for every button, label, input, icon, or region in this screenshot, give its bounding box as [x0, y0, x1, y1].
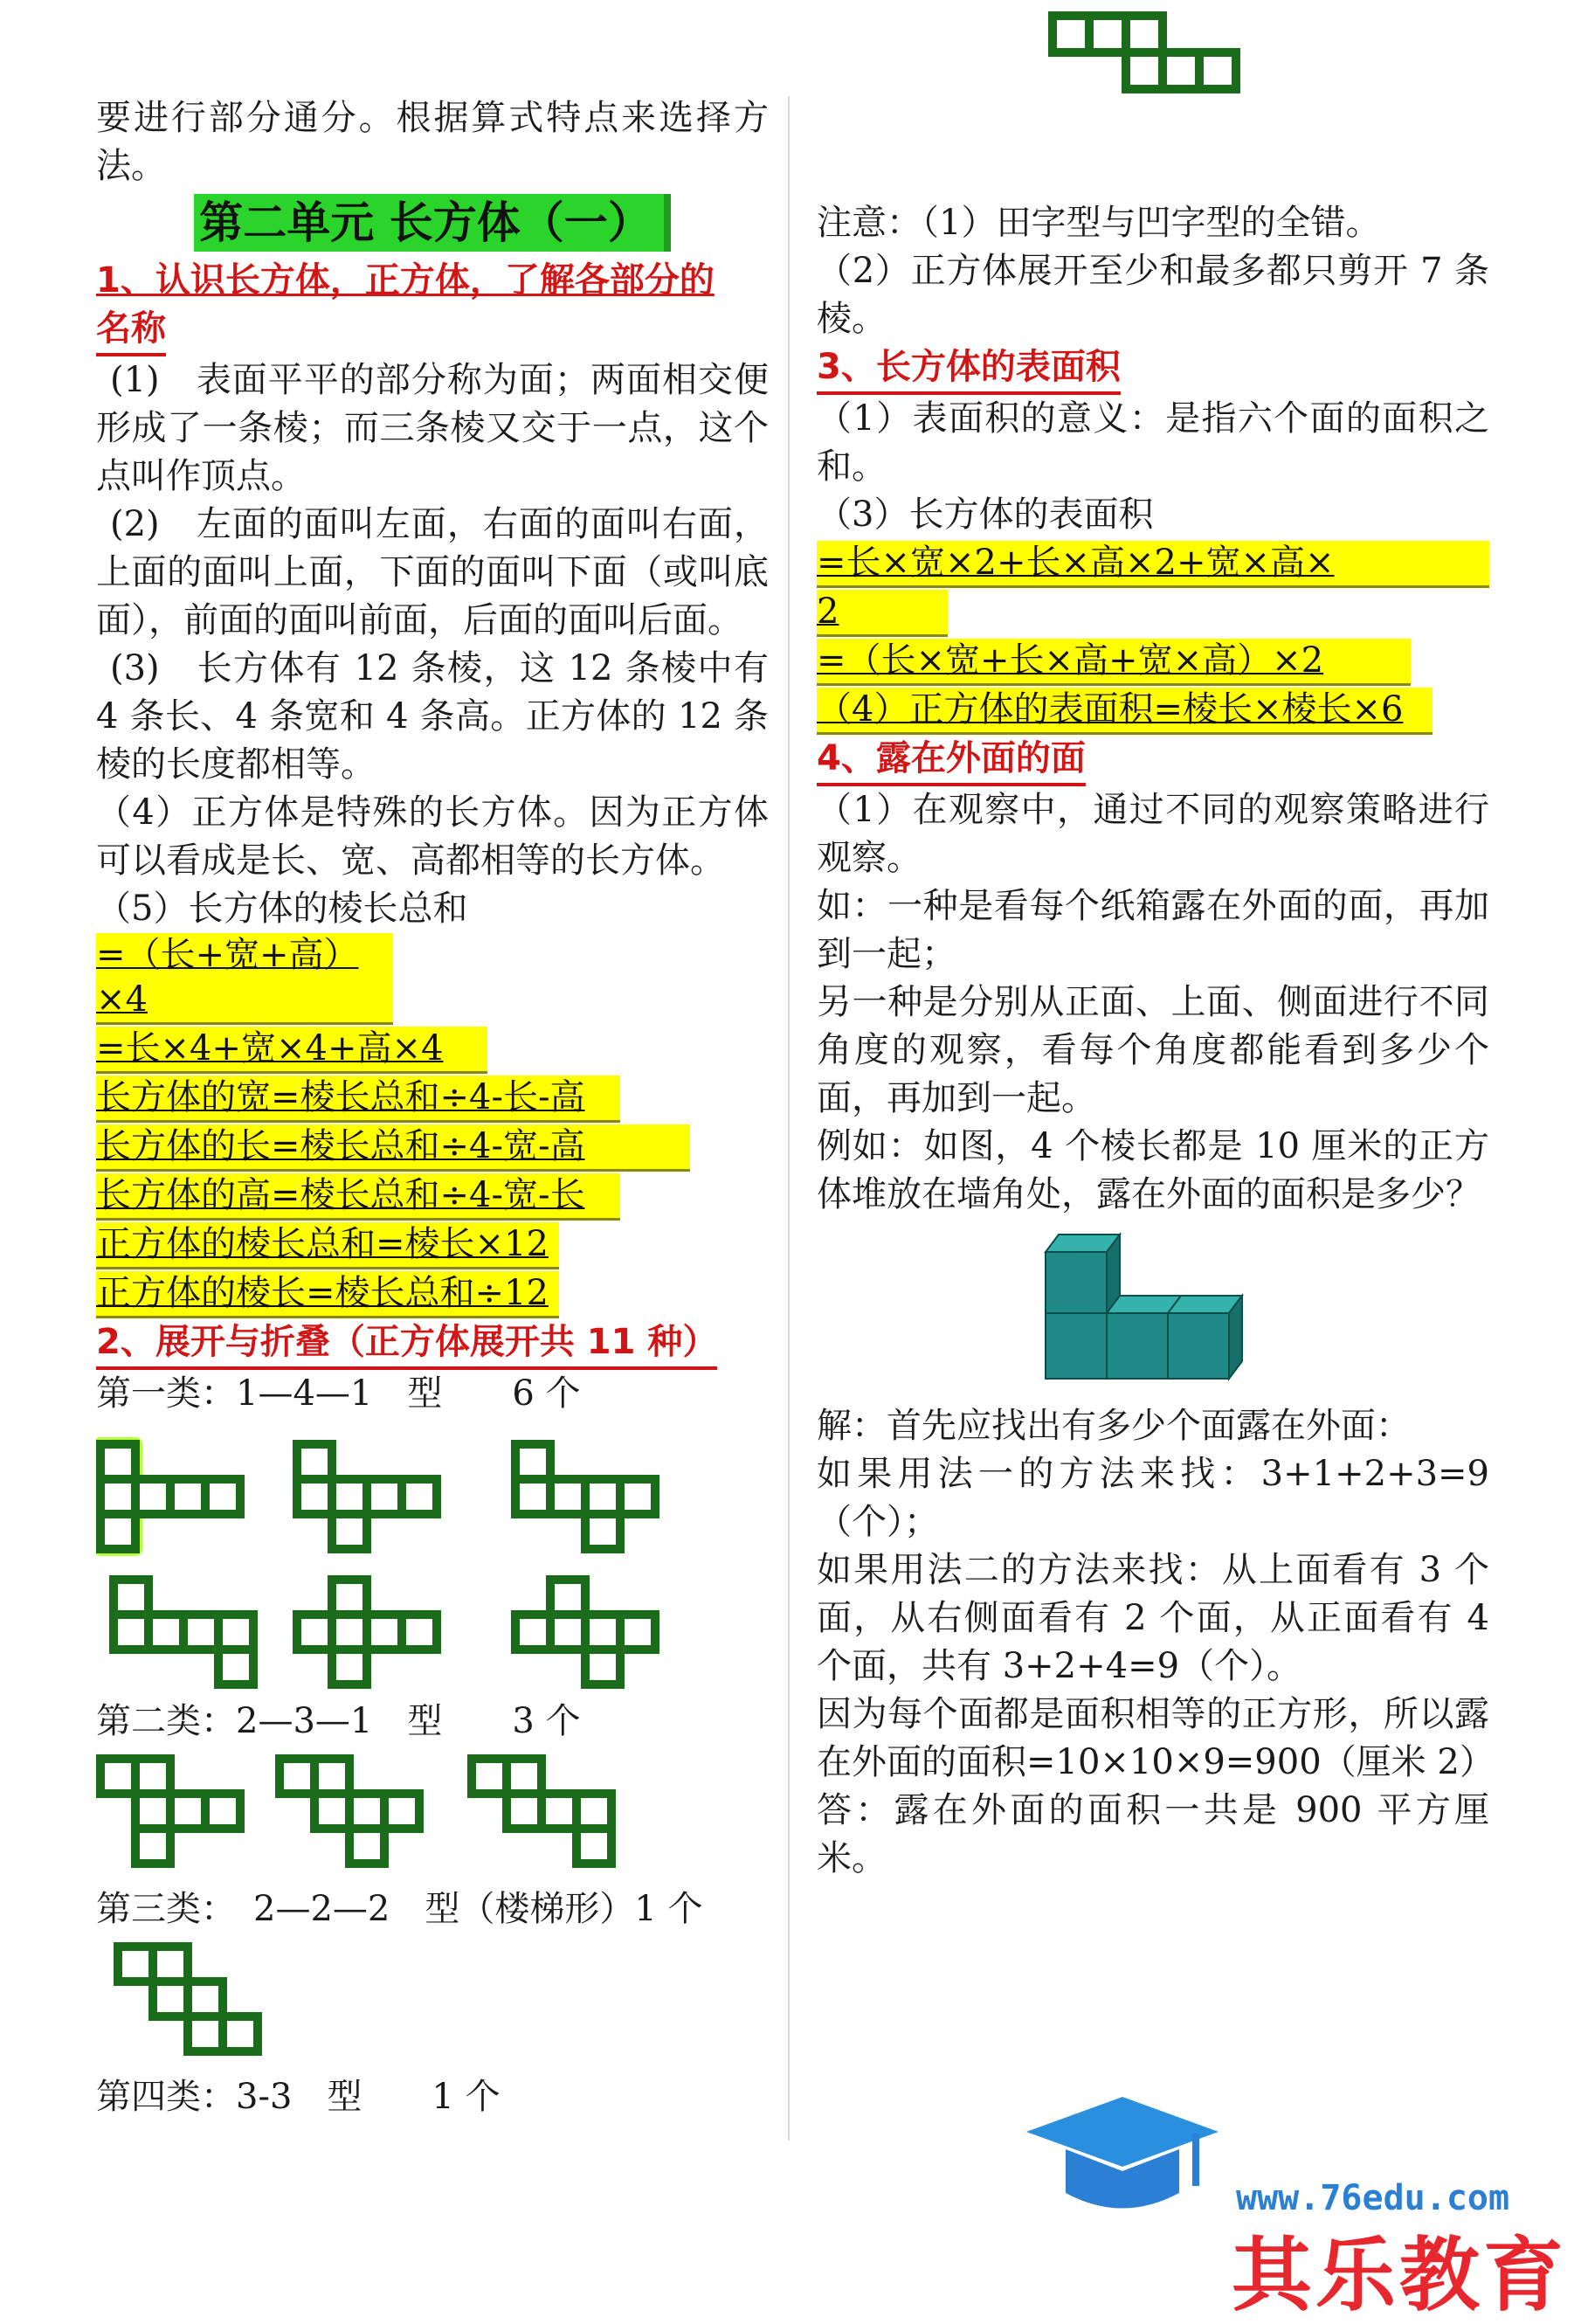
net-141-a: [100, 1444, 240, 1549]
paragraph-faces: (1) 表面平平的部分称为面；两面相交便形成了一条棱；而三条棱又交于一点，这个点叫作顶点。: [96, 360, 769, 496]
surface-area-label: （3）长方体的表面积: [817, 495, 1154, 535]
unit-title: 第二单元 长方体（一）: [194, 194, 670, 252]
surface-area-meaning: （1）表面积的意义：是指六个面的面积之和。: [817, 398, 1489, 487]
formula-surface-1-cont: 2: [817, 590, 948, 637]
class-4-label: 第四类：3-3 型 1 个: [96, 2077, 501, 2117]
net-231-a: [100, 1759, 240, 1864]
net-141-c: [515, 1444, 655, 1549]
solution-area: 因为每个面都是面积相等的正方形，所以露在外面的面积=10×10×9=900（厘米 2）: [817, 1694, 1495, 1782]
formula-surface-2: =（长×宽+长×高+宽×高）×2: [817, 639, 1411, 686]
net-222: [96, 1933, 769, 2073]
class-2-label: 第二类：2—3—1 型 3 个: [96, 1701, 581, 1741]
solution-intro: 解：首先应找出有多少个面露在外面：: [817, 1406, 1411, 1446]
method-one: 如：一种是看每个纸箱露在外面的面，再加到一起；: [817, 886, 1489, 974]
note-cut-edges: （2）正方体展开至少和最多都只剪开 7 条棱。: [817, 251, 1489, 339]
section-4-title: 4、露在外面的面: [817, 735, 1489, 786]
paragraph-edges: (3) 长方体有 12 条棱，这 12 条棱中有 4 条长、4 条宽和 4 条高。正方体的 12 条棱的长度都相等。: [96, 648, 769, 785]
paragraph-cube-special: （4）正方体是特殊的长方体。因为正方体可以看成是长、宽、高都相等的长方体。: [96, 792, 769, 881]
net-141-d: [114, 1580, 253, 1684]
answer: 答：露在外面的面积一共是 900 平方厘米。: [817, 1790, 1489, 1878]
paragraph-face-names: (2) 左面的面叫左面，右面的面叫右面，上面的面叫上面，下面的面叫下面（或叫底面），前面的面叫前面，后面的面叫后面。: [96, 504, 769, 640]
formula-height: 长方体的高=棱长总和÷4-宽-长: [96, 1173, 620, 1221]
class-3-label: 第三类： 2—2—2 型（楼梯形）1 个: [96, 1889, 703, 1929]
net-222-staircase: [118, 1947, 258, 2051]
nets-141: [96, 1418, 769, 1698]
brand-logo: [1018, 2079, 1577, 2322]
solution-method-two: 如果用法二的方法来找：从上面看有 3 个面，从右侧面看有 2 个面，从正面看有 4 个面，共有 3+2+4=9（个）。: [817, 1550, 1489, 1686]
note-tian-ao: 注意：（1）田字型与凹字型的全错。: [817, 203, 1381, 243]
net-141-e: [297, 1580, 437, 1684]
formula-width: 长方体的宽=棱长总和÷4-长-高: [96, 1076, 620, 1123]
formula-surface-1: =长×宽×2+长×高×2+宽×高×: [817, 541, 1489, 588]
brand-name: 其乐教育: [1232, 2229, 1568, 2322]
net-231-b: [280, 1759, 419, 1864]
intro-text: 要进行部分通分。根据算式特点来选择方法。: [96, 98, 769, 186]
formula-length: 长方体的长=棱长总和÷4-宽-高: [96, 1124, 690, 1172]
nets-231: [96, 1746, 769, 1885]
method-two: 另一种是分别从正面、上面、侧面进行不同角度的观察，看每个角度都能看到多少个面，再加到一起。: [817, 982, 1489, 1118]
formula-cube-surface: （4）正方体的表面积=棱长×棱长×6: [817, 688, 1433, 735]
solution-method-one: 如果用法一的方法来找：3+1+2+3=9（个）；: [817, 1454, 1489, 1542]
observe-strategy: （1）在观察中，通过不同的观察策略进行观察。: [817, 790, 1489, 878]
left-column: [96, 94, 769, 2121]
formula-cube-edge: 正方体的棱长=棱长总和÷12: [96, 1271, 559, 1318]
net-141-f: [515, 1580, 655, 1684]
net-33: [817, 0, 1489, 112]
net-231-c: [472, 1759, 611, 1864]
paragraph-edge-sum: （5）长方体的棱长总和: [96, 889, 468, 929]
section-2-title: 2、展开与折叠（正方体展开共 11 种）: [96, 1318, 769, 1370]
section-1-title: 1、认识长方体，正方体，了解各部分的 名称: [96, 257, 769, 356]
graduation-cap-icon: [1018, 2079, 1227, 2228]
net-141-b: [297, 1444, 437, 1549]
formula-edge-sum-2: =长×4+宽×4+高×4: [96, 1027, 487, 1074]
stacked-cubes-figure: [817, 1219, 1489, 1402]
column-divider: [788, 96, 790, 2141]
formula-cube-edge-sum: 正方体的棱长总和=棱长×12: [96, 1222, 559, 1269]
section-3-title: 3、长方体的表面积: [817, 343, 1489, 395]
class-1-label: 第一类：1—4—1 型 6 个: [96, 1373, 581, 1414]
right-column: [817, 0, 1495, 1883]
brand-website: www.76edu.com: [1236, 2178, 1510, 2218]
net-33-figure: [1053, 16, 1236, 89]
formula-edge-sum-1: =（长+宽+高）×4: [96, 933, 393, 1025]
example-question: 例如：如图，4 个棱长都是 10 厘米的正方体堆放在墙角处，露在外面的面积是多少？: [817, 1126, 1489, 1214]
